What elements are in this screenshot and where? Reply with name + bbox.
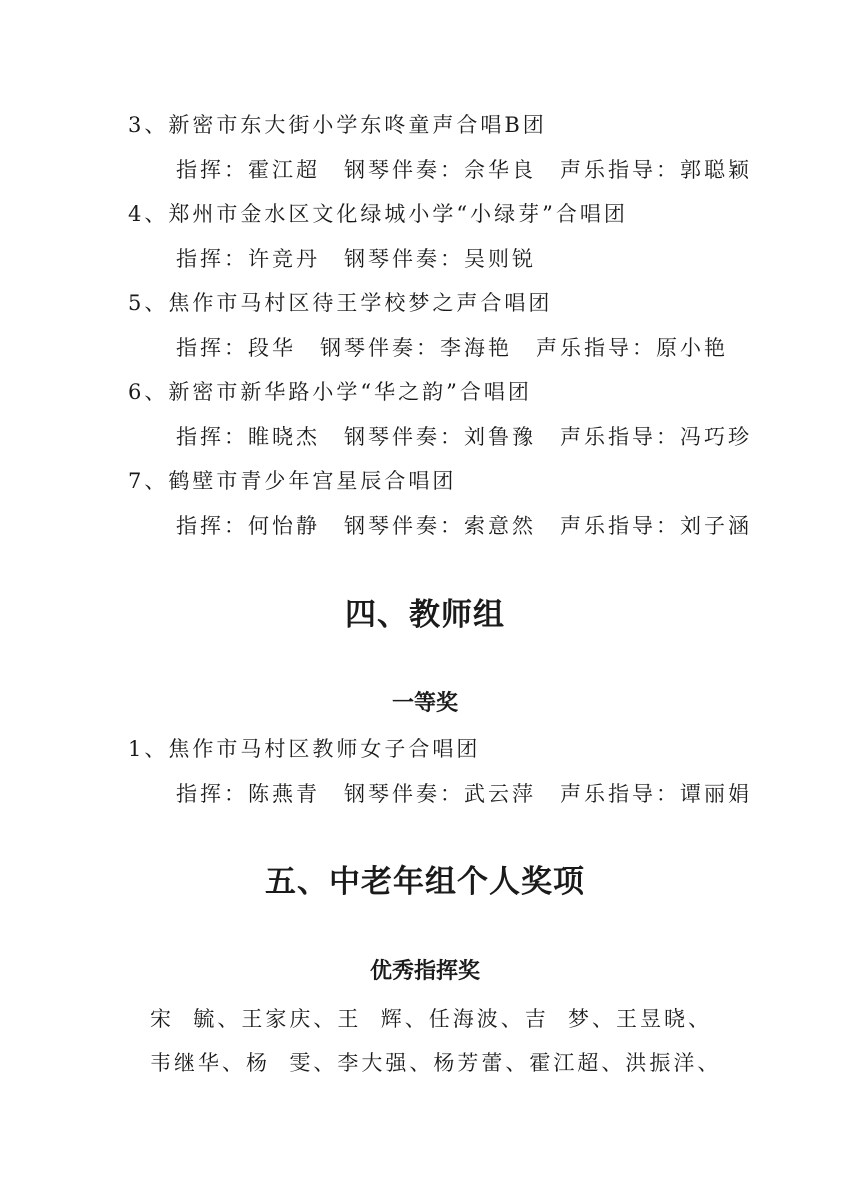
entry-credits: [176, 780, 752, 808]
conductor: 指挥：何怡静: [176, 514, 320, 538]
vocal-coach: 声乐指导：郭聪颖: [560, 158, 752, 182]
pianist: 钢琴伴奏：索意然: [344, 514, 536, 538]
vocal-coach: 声乐指导：原小艳: [536, 336, 728, 360]
vocal-coach: 声乐指导：冯巧珍: [560, 425, 752, 449]
vocal-coach: 声乐指导：谭丽娟: [560, 782, 752, 806]
pianist: 钢琴伴奏：刘鲁豫: [344, 425, 536, 449]
pianist: 钢琴伴奏：武云萍: [344, 782, 536, 806]
entry-credits: [176, 156, 752, 184]
entry-title: 6、新密市新华路小学“华之韵”合唱团: [128, 380, 532, 404]
names-list-line: 韦继华、杨 雯、李大强、杨芳蕾、霍江超、洪振洋、: [150, 1051, 722, 1075]
section-heading: 五、中老年组个人奖项: [265, 864, 585, 900]
entry-title: 3、新密市东大街小学东咚童声合唱B团: [128, 113, 547, 137]
conductor: 指挥：睢晓杰: [176, 425, 320, 449]
award-heading: 一等奖: [391, 691, 458, 716]
entry-credits: [176, 245, 536, 273]
pianist: 钢琴伴奏：吴则锐: [344, 247, 536, 271]
pianist: 钢琴伴奏：李海艳: [320, 336, 512, 360]
award-heading: 优秀指挥奖: [369, 959, 480, 984]
vocal-coach: 声乐指导：刘子涵: [560, 514, 752, 538]
entry-title: 7、鹤壁市青少年宫星辰合唱团: [128, 469, 457, 493]
entry-title: 1、焦作市马村区教师女子合唱团: [128, 737, 481, 761]
pianist: 钢琴伴奏：佘华良: [344, 158, 536, 182]
entry-credits: [176, 512, 752, 540]
entry-title: 5、焦作市马村区待王学校梦之声合唱团: [128, 291, 553, 315]
section-heading: 四、教师组: [345, 597, 505, 633]
conductor: 指挥：段华: [176, 336, 296, 360]
entry-credits: [176, 423, 752, 451]
entry-credits: [176, 334, 728, 362]
names-list-line: 宋 毓、王家庆、王 辉、任海波、吉 梦、王昱晓、: [150, 1007, 713, 1031]
conductor: 指挥：霍江超: [176, 158, 320, 182]
conductor: 指挥：许竞丹: [176, 247, 320, 271]
entry-title: 4、郑州市金水区文化绿城小学“小绿芽”合唱团: [128, 202, 628, 226]
conductor: 指挥：陈燕青: [176, 782, 320, 806]
